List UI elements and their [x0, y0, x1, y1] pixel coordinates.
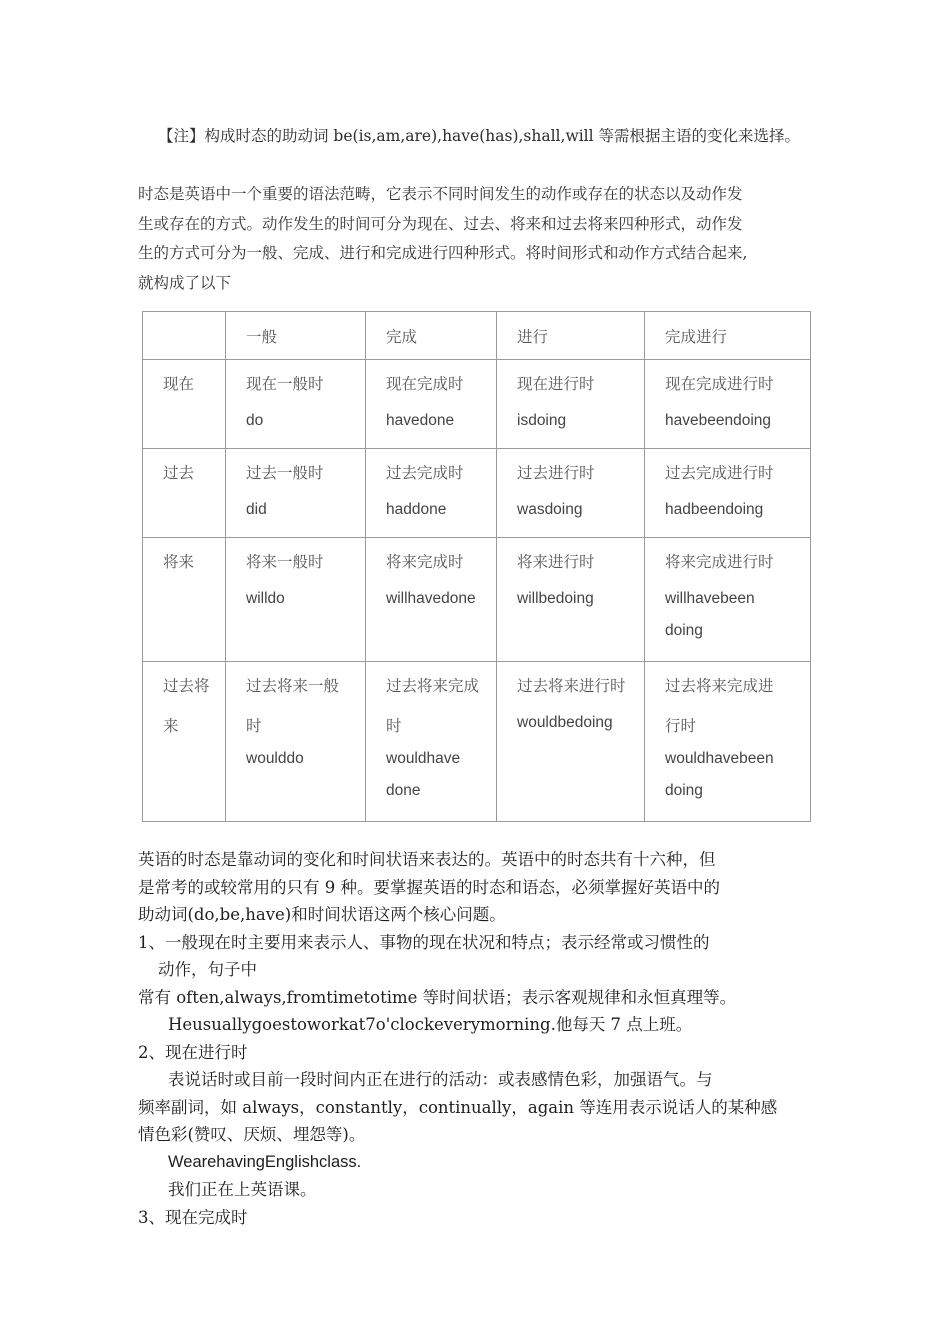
paragraph-line: 英语的时态是靠动词的变化和时间状语来表达的。英语中的时态共有十六种，但: [138, 850, 716, 869]
intro-line: 时态是英语中一个重要的语法范畴，它表示不同时间发生的动作或存在的状态以及动作发: [138, 185, 743, 203]
table-cell: 过去完成进行时 hadbeendoing: [645, 449, 811, 538]
table-cell: 过去进行时 wasdoing: [497, 449, 645, 538]
example-sentence: WearehavingEnglishclass.: [168, 1152, 362, 1171]
table-row: [143, 449, 811, 538]
intro-line: 生的方式可分为一般、完成、进行和完成进行四种形式。将时间形式和动作方式结合起来,: [138, 244, 748, 262]
table-cell: 现在完成进行时 havebeendoing: [645, 360, 811, 449]
paragraph-line: 常有 often,always,fromtimetotime 等时间状语；表示客观规律和永恒真理等。: [138, 987, 737, 1007]
header-cell: 一般: [226, 312, 366, 360]
paragraph-line: 表说话时或目前一段时间内正在进行的活动：或表感情色彩，加强语气。与: [168, 1070, 713, 1089]
table-row: [143, 360, 811, 449]
table-cell: 将来一般时 willdo: [226, 538, 366, 662]
row-label: 过去将 来: [143, 662, 226, 822]
table-cell: 过去将来完成进 行时 wouldhavebeen doing: [645, 662, 811, 822]
table-cell: 将来完成时 willhavedone: [366, 538, 497, 662]
table-cell: 将来进行时 willbedoing: [497, 538, 645, 662]
table-header-row: [143, 312, 811, 360]
paragraph-line: 是常考的或较常用的只有 9 种。要掌握英语的时态和语态，必须掌握好英语中的: [138, 877, 720, 897]
table-cell: 过去一般时 did: [226, 449, 366, 538]
table-cell: 现在进行时 isdoing: [497, 360, 645, 449]
intro-line: 就构成了以下: [138, 273, 232, 292]
table-cell: 将来完成进行时 willhavebeen doing: [645, 538, 811, 662]
table-cell: 过去将来一般 时 woulddo: [226, 662, 366, 822]
header-cell: 进行: [497, 312, 645, 360]
header-cell: 完成进行: [645, 312, 811, 360]
table-cell: 过去将来完成 时 wouldhave done: [366, 662, 497, 822]
table-cell: 过去完成时 haddone: [366, 449, 497, 538]
header-cell: 完成: [366, 312, 497, 360]
row-label: 将来: [143, 538, 226, 662]
header-cell-empty: [143, 312, 226, 360]
note-line: 【注】构成时态的助动词 be(is,am,are),have(has),shall,will 等需根据主语的变化来选择。: [158, 127, 801, 145]
paragraph-line: 助动词(do,be,have)和时间状语这两个核心问题。: [138, 905, 506, 924]
paragraph-line: 情色彩(赞叹、厌烦、埋怨等)。: [138, 1125, 366, 1144]
section-heading: 3、现在完成时: [138, 1207, 248, 1227]
table-cell: 现在完成时 havedone: [366, 360, 497, 449]
section-heading: 1、一般现在时主要用来表示人、事物的现在状况和特点；表示经常或习惯性的: [138, 932, 710, 952]
intro-paragraph: [138, 180, 810, 298]
table-cell: 现在一般时 do: [226, 360, 366, 449]
tense-table: [142, 311, 811, 822]
intro-line: 生或存在的方式。动作发生的时间可分为现在、过去、将来和过去将来四种形式，动作发: [138, 214, 743, 233]
example-translation: 我们正在上英语课。: [168, 1180, 317, 1199]
row-label: 过去: [143, 449, 226, 538]
table-cell: 过去将来进行时 wouldbedoing: [497, 662, 645, 822]
paragraph-line: 动作，句子中: [158, 960, 257, 979]
table-row: [143, 662, 811, 822]
row-label: 现在: [143, 360, 226, 449]
section-heading: 2、现在进行时: [138, 1042, 248, 1062]
paragraph-line: 频率副词，如 always，constantly，continually，again 等连用表示说话人的某种感: [138, 1097, 778, 1117]
table-row: [143, 538, 811, 662]
body-text: [138, 846, 813, 1231]
example-sentence: Heusuallygoestoworkat7o'clockeverymorning.他每天 7 点上班。: [168, 1015, 693, 1034]
